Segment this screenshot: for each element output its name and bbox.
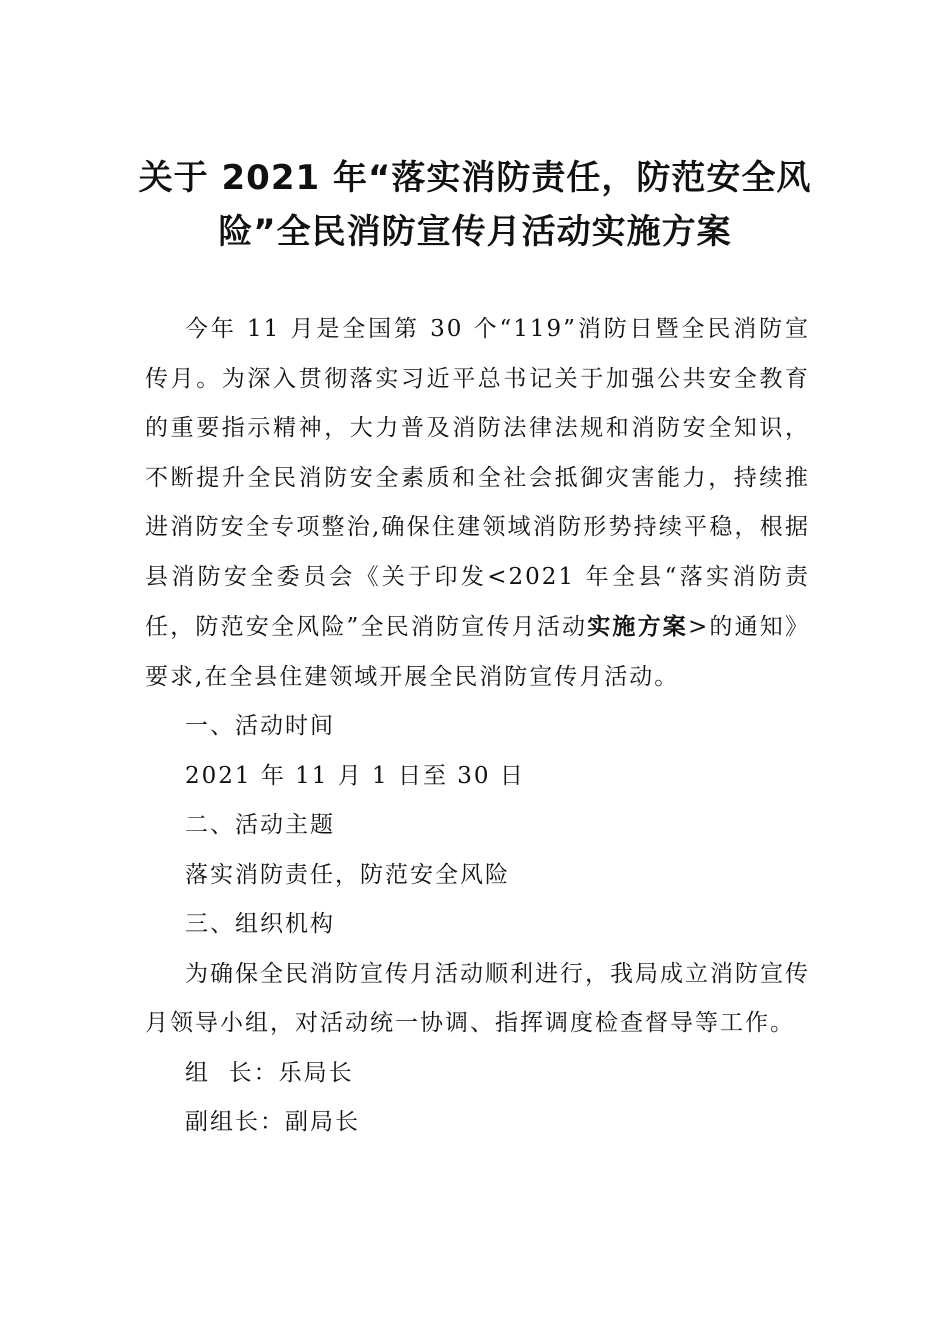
intro-text-part2: >的通知》要求,在全县住建领域开展全民消防宣传月活动。 xyxy=(145,614,810,690)
intro-paragraph xyxy=(145,305,810,702)
section-2-heading: 二、活动主题 xyxy=(185,812,335,838)
section-2-text: 落实消防责任，防范安全风险 xyxy=(185,861,510,888)
document-title xyxy=(110,151,840,259)
deputy-leader-line: 副组长：副局长 xyxy=(185,1109,360,1135)
section-3-heading: 三、组织机构 xyxy=(185,911,335,937)
intro-text-part1: 今年 11 月是全国第 30 个“119”消防日暨全民消防宣传月。为深入贯彻落实习近平总书记关于加强公共安全教育的重要指示精神，大力普及消防法律法规和消防安全知识，不断提升全民消防安全素质和全社会抵御灾害能力，持续推进消防安全专项整治,确保住建领域消防形势持续平稳，根据县消防安全委员会《关于印发<2021 年全县“落实消防责任，防范安全风险”全民消防宣传月活动 xyxy=(145,316,810,640)
leader-line: 组 长：乐局长 xyxy=(185,1059,354,1086)
section-3-paragraph: 为确保全民消防宣传月活动顺利进行，我局成立消防宣传月领导小组，对活动统一协调、指挥调度检查督导等工作。 xyxy=(145,960,810,1036)
section-1-heading: 一、活动时间 xyxy=(185,713,335,739)
title-line-2: 险”全民消防宣传月活动实施方案 xyxy=(218,211,732,252)
document-body xyxy=(145,305,810,1148)
section-1-text: 2021 年 11 月 1 日至 30 日 xyxy=(185,762,525,789)
intro-bold-text: 实施方案 xyxy=(587,613,688,640)
title-line-1: 关于 2021 年“落实消防责任，防范安全风 xyxy=(138,157,812,198)
